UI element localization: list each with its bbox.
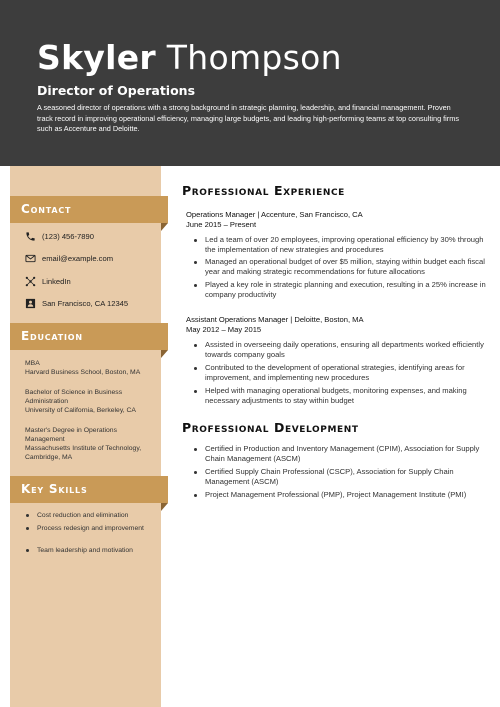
contact-linkedin bbox=[24, 274, 71, 288]
job-dates: June 2015 – Present bbox=[186, 220, 257, 229]
bullet-dot bbox=[194, 284, 197, 287]
experience-bullet: Assisted in overseeing daily operations, ensuring all departments worked efficiently towards company goals bbox=[205, 340, 490, 361]
experience-bullet: Helped with managing operational budgets, monitoring expenses, and making necessary adjustments to stay within budget bbox=[205, 386, 490, 407]
candidate-name bbox=[37, 38, 342, 77]
bullet-dot bbox=[194, 239, 197, 242]
linkedin-text: LinkedIn bbox=[42, 276, 71, 286]
degree: Master's Degree in Operations Management bbox=[25, 427, 117, 443]
contact-ribbon bbox=[10, 196, 168, 223]
skill-item: Team leadership and motivation bbox=[25, 546, 155, 555]
education-entry-masters bbox=[25, 426, 157, 462]
location-text: San Francisco, CA 12345 bbox=[42, 298, 129, 308]
phone-icon bbox=[24, 230, 36, 242]
development-bullet: Certified Supply Chain Professional (CSCP), Association for Supply Chain Management (ASCM) bbox=[205, 467, 490, 488]
bullet-dot bbox=[194, 448, 197, 451]
bullet-dot bbox=[194, 344, 197, 347]
skills-heading: Key Skills bbox=[21, 482, 88, 496]
job-title-line: Operations Manager | Accenture, San Francisco, CA bbox=[186, 210, 363, 219]
email-icon bbox=[24, 252, 36, 264]
skill-item: Cost reduction and elimination bbox=[25, 511, 155, 520]
bullet-dot bbox=[26, 514, 29, 517]
contact-phone bbox=[24, 229, 94, 243]
bullet-dot bbox=[194, 367, 197, 370]
education-ribbon bbox=[10, 323, 168, 350]
contact-email bbox=[24, 251, 113, 265]
experience-bullet: Contributed to the development of operational strategies, identifying areas for improvement, and implementing new procedures bbox=[205, 363, 490, 384]
network-icon bbox=[24, 275, 36, 287]
skill-item: Process redesign and improvement bbox=[25, 524, 155, 533]
skills-ribbon bbox=[10, 476, 168, 503]
ribbon-fold bbox=[161, 350, 168, 358]
bullet-dot bbox=[26, 549, 29, 552]
degree: MBA bbox=[25, 360, 40, 367]
email-text: email@example.com bbox=[42, 253, 114, 263]
school: University of California, Berkeley, CA bbox=[25, 407, 136, 414]
phone-text: (123) 456-7890 bbox=[42, 231, 94, 241]
education-heading: Education bbox=[21, 329, 83, 343]
bullet-dot bbox=[194, 494, 197, 497]
header-banner bbox=[0, 0, 500, 166]
experience-heading: Professional Experience bbox=[182, 183, 345, 198]
bullet-dot bbox=[194, 390, 197, 393]
ribbon-fold bbox=[161, 503, 168, 511]
experience-bullet: Played a key role in strategic planning and execution, resulting in a 25% increase in company productivity bbox=[205, 280, 490, 301]
development-heading: Professional Development bbox=[182, 420, 359, 435]
summary-text: A seasoned director of operations with a strong background in strategic planning, leadership, and financial management. Proven track record in improving operational efficiency, managing large budgets, and leading high-performing teams at top consulting firms such as Accenture and Deloitte. bbox=[37, 103, 459, 133]
development-bullet: Project Management Professional (PMP), Project Management Institute (PMI) bbox=[205, 490, 490, 500]
development-bullet: Certified in Production and Inventory Management (CPIM), Association for Supply Chain Management (ASCM) bbox=[205, 444, 490, 465]
job-title-line: Assistant Operations Manager | Deloitte, Boston, MA bbox=[186, 315, 364, 324]
experience-bullet: Managed an operational budget of over $5 million, staying within budget each fiscal year and making strategic recommendations for future allocations bbox=[205, 257, 490, 278]
first-name: Skyler bbox=[37, 38, 156, 77]
education-entry-bs bbox=[25, 388, 157, 415]
contact-location bbox=[24, 296, 128, 310]
job-title: Director of Operations bbox=[37, 83, 196, 98]
contact-heading: Contact bbox=[21, 202, 72, 216]
id-card-icon bbox=[24, 297, 36, 309]
bullet-dot bbox=[26, 527, 29, 530]
school: Massachusetts Institute of Technology, Cambridge, MA bbox=[25, 445, 142, 461]
bullet-dot bbox=[194, 261, 197, 264]
experience-bullet: Led a team of over 20 employees, improving operational efficiency by 30% through the implementation of new strategies and procedures bbox=[205, 235, 490, 256]
last-name: Thompson bbox=[166, 38, 342, 77]
bullet-dot bbox=[194, 471, 197, 474]
job-dates: May 2012 – May 2015 bbox=[186, 325, 262, 334]
school: Harvard Business School, Boston, MA bbox=[25, 369, 141, 376]
degree: Bachelor of Science in Business Administration bbox=[25, 389, 123, 405]
ribbon-fold bbox=[161, 223, 168, 231]
education-entry-mba bbox=[25, 359, 157, 377]
